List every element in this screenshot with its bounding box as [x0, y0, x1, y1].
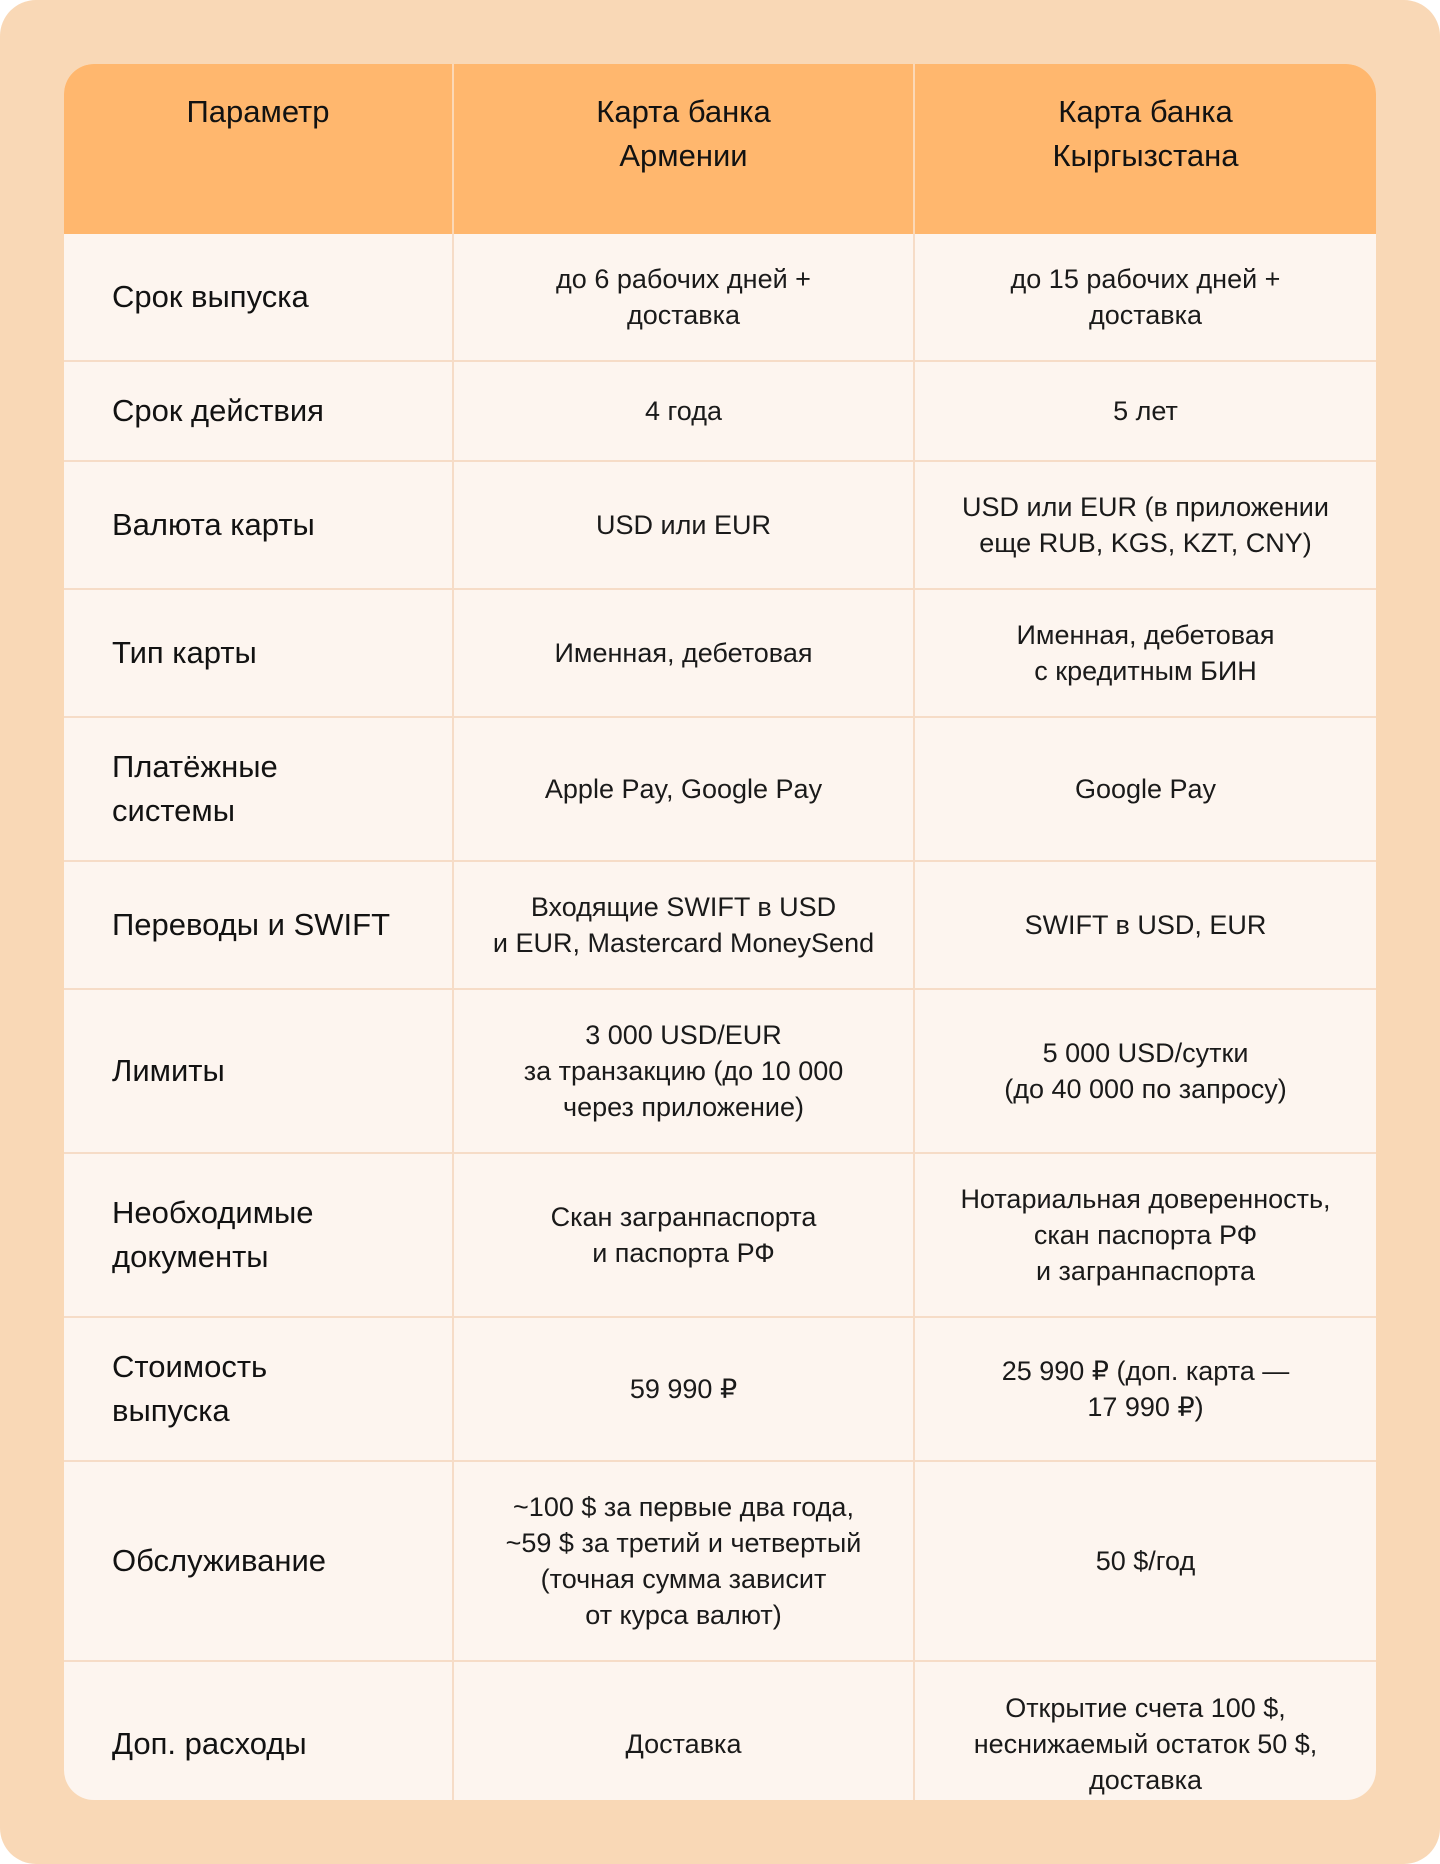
row-kyrgyzstan-value: Нотариальная доверенность, скан паспорта РФ и загранпаспорта	[914, 1153, 1376, 1317]
row-armenia-value: ~100 $ за первые два года, ~59 $ за третий и четвертый (точная сумма зависит от курса валют)	[453, 1461, 914, 1661]
row-kyrgyzstan-value: Именная, дебетовая с кредитным БИН	[914, 589, 1376, 717]
row-armenia-value: Apple Pay, Google Pay	[453, 717, 914, 861]
row-parameter: Необходимые документы	[64, 1153, 453, 1317]
row-kyrgyzstan-value: Открытие счета 100 $, неснижаемый остаток 50 $, доставка	[914, 1661, 1376, 1800]
row-parameter: Переводы и SWIFT	[64, 861, 453, 989]
row-armenia-value: Именная, дебетовая	[453, 589, 914, 717]
table-row	[64, 861, 1376, 989]
table-row	[64, 461, 1376, 589]
row-armenia-value: 3 000 USD/EUR за транзакцию (до 10 000 через приложение)	[453, 989, 914, 1153]
table-row	[64, 717, 1376, 861]
comparison-card	[64, 64, 1376, 1800]
row-kyrgyzstan-value: SWIFT в USD, EUR	[914, 861, 1376, 989]
row-parameter: Обслуживание	[64, 1461, 453, 1661]
row-armenia-value: Входящие SWIFT в USD и EUR, Mastercard MoneySend	[453, 861, 914, 989]
row-parameter: Платёжные системы	[64, 717, 453, 861]
row-parameter: Тип карты	[64, 589, 453, 717]
row-armenia-value: до 6 рабочих дней + доставка	[453, 234, 914, 361]
row-kyrgyzstan-value: Google Pay	[914, 717, 1376, 861]
table-row	[64, 361, 1376, 461]
row-kyrgyzstan-value: 5 лет	[914, 361, 1376, 461]
row-armenia-value: USD или EUR	[453, 461, 914, 589]
row-parameter: Валюта карты	[64, 461, 453, 589]
row-kyrgyzstan-value: 50 $/год	[914, 1461, 1376, 1661]
row-armenia-value: 4 года	[453, 361, 914, 461]
comparison-table	[64, 64, 1376, 1800]
table-row	[64, 989, 1376, 1153]
table-header-row	[64, 64, 1376, 234]
row-parameter: Лимиты	[64, 989, 453, 1153]
header-parameter: Параметр	[64, 64, 453, 234]
row-kyrgyzstan-value: до 15 рабочих дней + доставка	[1010, 264, 1281, 330]
row-parameter: Стоимость выпуска	[64, 1317, 453, 1461]
table-row	[64, 234, 1376, 361]
row-armenia-value: 59 990 ₽	[453, 1317, 914, 1461]
row-kyrgyzstan-value: USD или EUR (в приложении еще RUB, KGS, KZT, CNY)	[914, 461, 1376, 589]
table-row	[64, 1461, 1376, 1661]
table-row	[64, 589, 1376, 717]
row-kyrgyzstan-value: 25 990 ₽ (доп. карта — 17 990 ₽)	[914, 1317, 1376, 1461]
header-armenia-card: Карта банка Армении	[453, 64, 914, 234]
header-kyrgyzstan-card: Карта банка Кыргызстана	[914, 64, 1376, 234]
row-armenia-value: Скан загранпаспорта и паспорта РФ	[453, 1153, 914, 1317]
row-parameter: Срок выпуска	[64, 234, 453, 361]
table-row	[64, 1317, 1376, 1461]
row-armenia-value: Доставка	[453, 1661, 914, 1800]
table-row	[64, 1661, 1376, 1800]
row-kyrgyzstan-value: 5 000 USD/сутки (до 40 000 по запросу)	[914, 989, 1376, 1153]
table-row	[64, 1153, 1376, 1317]
row-parameter: Срок действия	[64, 361, 453, 461]
row-parameter: Доп. расходы	[64, 1661, 453, 1800]
